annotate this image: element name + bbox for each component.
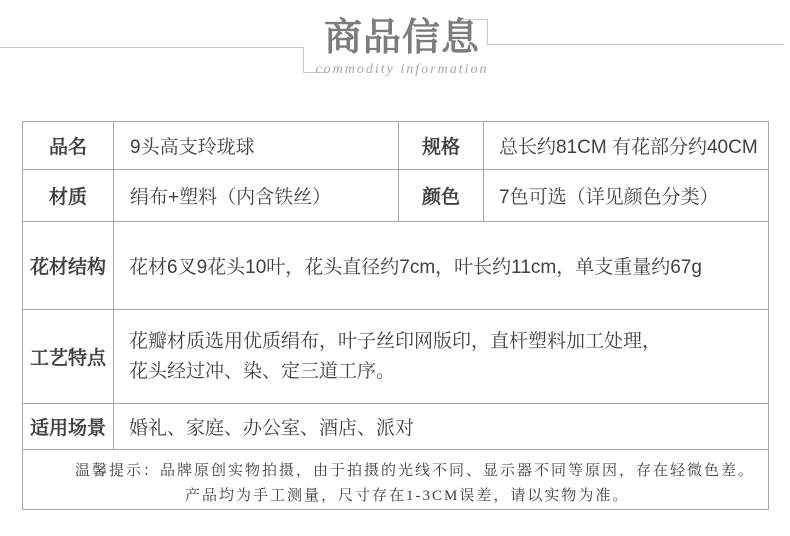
value-specification: 总长约81CM 有花部分约40CM [499,137,758,158]
label-color: 颜色 [399,170,484,221]
value-flower-structure: 花材6叉9花头10叶，花头直径约7cm，叶长约11cm，单支重量约67g [129,257,702,278]
craft-features-line-2: 花头经过冲、染、定三道工序。 [129,360,396,382]
value-applicable-scenes: 婚礼、家庭、办公室、酒店、派对 [129,418,415,439]
product-info-table [22,121,769,450]
value-color: 7色可选（详见颜色分类） [499,187,719,208]
label-flower-structure: 花材结构 [23,222,114,309]
notice-box [22,449,769,510]
craft-features-line-1: 花瓣材质选用优质绢布，叶子丝印网版印，直杆塑料加工处理， [129,330,662,352]
table-row-material-color [23,169,768,221]
notice-line-2: 产品均为手工测量，尺寸存在1-3CM误差，请以实物为准。 [185,488,630,504]
notice-line-1: 温馨提示：品牌原创实物拍摄，由于拍摄的光线不同、显示器不同等原因，存在轻微色差。 [75,463,756,479]
label-craft-features: 工艺特点 [23,310,114,403]
table-row-structure [23,221,768,309]
page-subtitle-en: commodity information [315,62,489,77]
value-craft-features [114,310,768,403]
table-row-scenes [23,403,768,449]
table-row-craft [23,309,768,403]
label-applicable-scenes: 适用场景 [23,404,114,449]
label-specification: 规格 [399,122,484,169]
page-title: 商品信息 [323,17,480,59]
label-material: 材质 [23,170,114,221]
value-product-name: 9头高支玲珑球 [114,122,399,169]
value-material: 绢布+塑料（内含铁丝） [114,170,399,221]
label-product-name: 品名 [23,122,114,169]
table-row-name-spec [23,122,768,169]
